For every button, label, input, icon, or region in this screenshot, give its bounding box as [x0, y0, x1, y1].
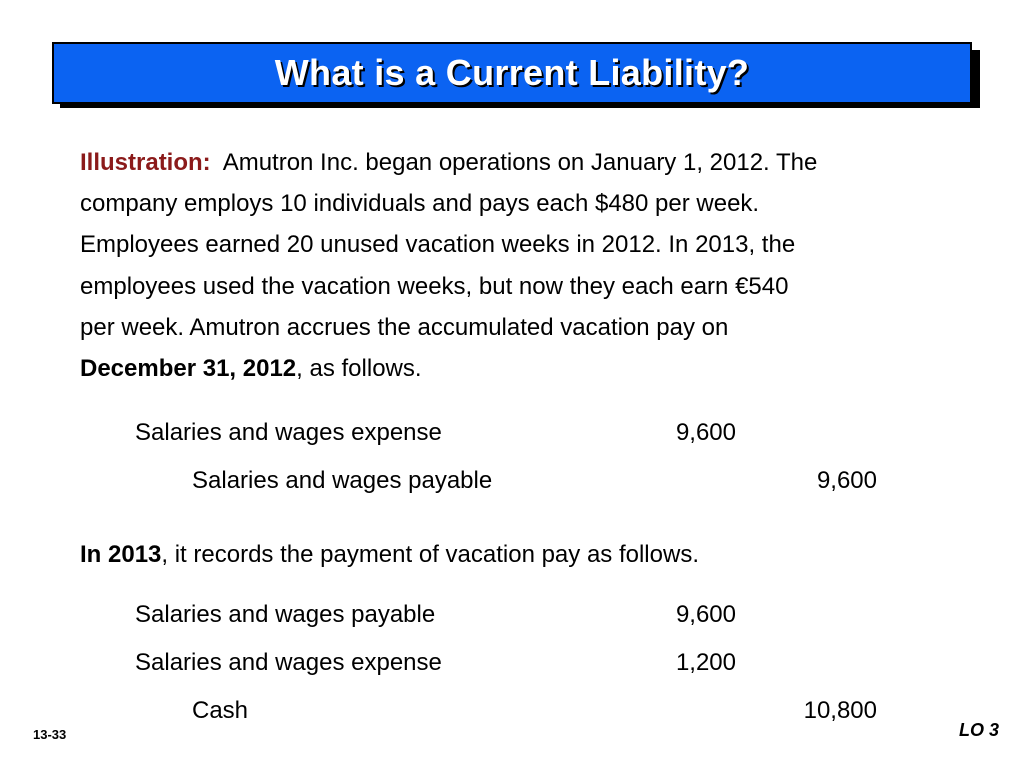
- illustration-line-5: per week. Amutron accrues the accumulated vacation pay on: [80, 313, 729, 341]
- illustration-label: Illustration:: [80, 149, 211, 176]
- page-number: 13-33: [33, 727, 67, 742]
- payment-text: , it records the payment of vacation pay as follows.: [161, 541, 699, 568]
- entry2-debit1-account: Salaries and wages payable: [135, 601, 436, 628]
- illustration-text-6: , as follows.: [296, 355, 422, 383]
- entry1-debit-account: Salaries and wages expense: [135, 419, 442, 446]
- entry1-credit-amount: 9,600: [816, 467, 877, 494]
- illustration-line-4: employees used the vacation weeks, but now they each earn €540: [80, 272, 789, 300]
- entry2-debit1-amount: 9,600: [675, 601, 736, 628]
- illustration-line-1: [80, 142, 970, 183]
- accrual-date: December 31, 2012: [80, 355, 297, 383]
- entry2-credit-account: Cash: [192, 697, 249, 724]
- illustration-line-6: [80, 348, 970, 389]
- illustration-text-1: Amutron Inc. began operations on January 1, 2012. The: [222, 149, 818, 176]
- entry2-debit2-amount: 1,200: [675, 649, 736, 676]
- title-banner: [52, 42, 972, 104]
- entry1-debit-amount: 9,600: [675, 419, 736, 446]
- payment-paragraph: [80, 541, 699, 569]
- payment-year: In 2013: [80, 541, 162, 568]
- entry2-credit-amount: 10,800: [803, 697, 877, 724]
- illustration-line-3: Employees earned 20 unused vacation weeks in 2012. In 2013, the: [80, 231, 796, 259]
- slide-title: What is a Current Liability?: [274, 52, 750, 93]
- illustration-line-2: company employs 10 individuals and pays each $480 per week.: [80, 190, 760, 218]
- illustration-paragraph: [80, 142, 970, 389]
- entry2-debit2-account: Salaries and wages expense: [135, 649, 442, 676]
- learning-objective: LO 3: [958, 720, 999, 740]
- entry1-credit-account: Salaries and wages payable: [192, 467, 493, 494]
